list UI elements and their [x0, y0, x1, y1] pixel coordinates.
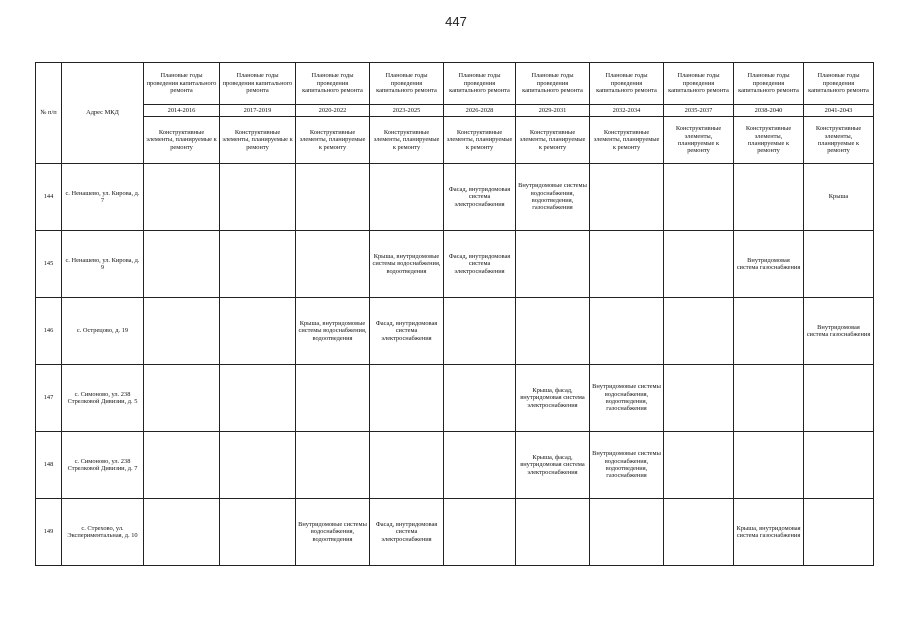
repair-cell [664, 298, 734, 365]
repair-cell [144, 432, 220, 499]
period-header: 2035-2037 [664, 105, 734, 117]
elements-header: Конструктивные элементы, планируемые к ремонту [734, 117, 804, 164]
repair-cell: Фасад, внутридомовая система электроснабжения [444, 231, 516, 298]
period-header: 2029-2031 [516, 105, 590, 117]
planned-years-header: Плановые годы проведения капитального ремонта [734, 63, 804, 105]
repair-schedule-table [35, 62, 874, 566]
repair-cell: Внутридомовые системы водоснабжения, водоотведения [296, 499, 370, 566]
table-row [36, 298, 874, 365]
address-cell: с. Ненашево, ул. Кирова, д. 7 [62, 164, 144, 231]
planned-years-header: Плановые годы проведения капитального ремонта [444, 63, 516, 105]
repair-cell: Крыша, внутридомовые системы водоснабжения, водоотведения [296, 298, 370, 365]
repair-cell [516, 298, 590, 365]
header-row-titles [36, 63, 874, 105]
planned-years-header: Плановые годы проведения капитального ремонта [220, 63, 296, 105]
repair-cell [516, 499, 590, 566]
elements-header: Конструктивные элементы, планируемые к ремонту [144, 117, 220, 164]
row-number-header: № п/п [36, 63, 62, 164]
repair-cell: Внутридомовая система газоснабжения [734, 231, 804, 298]
repair-cell [144, 298, 220, 365]
page-number: 447 [445, 14, 467, 29]
repair-cell: Крыша, фасад, внутридомовая система электроснабжения [516, 365, 590, 432]
period-header: 2032-2034 [590, 105, 664, 117]
repair-cell [444, 432, 516, 499]
repair-cell [144, 231, 220, 298]
repair-cell: Крыша, внутридомовые системы водоснабжения, водоотведения [370, 231, 444, 298]
repair-cell: Внутридомовые системы водоснабжения, водоотведения, газоснабжения [516, 164, 590, 231]
address-cell: с. Стрехово, ул. Экспериментальная, д. 10 [62, 499, 144, 566]
repair-cell [370, 432, 444, 499]
repair-cell: Фасад, внутридомовая система электроснабжения [370, 298, 444, 365]
repair-cell [590, 298, 664, 365]
header-row-elements [36, 117, 874, 164]
elements-header: Конструктивные элементы, планируемые к ремонту [664, 117, 734, 164]
address-cell: с. Острецово, д. 19 [62, 298, 144, 365]
planned-years-header: Плановые годы проведения капитального ремонта [144, 63, 220, 105]
repair-cell: Внутридомовые системы водоснабжения, водоотведения, газоснабжения [590, 432, 664, 499]
elements-header: Конструктивные элементы, планируемые к ремонту [444, 117, 516, 164]
planned-years-header: Плановые годы проведения капитального ремонта [296, 63, 370, 105]
row-number: 145 [36, 231, 62, 298]
repair-cell [804, 499, 874, 566]
repair-cell [296, 432, 370, 499]
repair-cell [590, 499, 664, 566]
repair-cell: Крыша, внутридомовая система газоснабжения [734, 499, 804, 566]
repair-cell [296, 365, 370, 432]
elements-header: Конструктивные элементы, планируемые к ремонту [220, 117, 296, 164]
elements-header: Конструктивные элементы, планируемые к ремонту [296, 117, 370, 164]
table-row [36, 499, 874, 566]
planned-years-header: Плановые годы проведения капитального ремонта [516, 63, 590, 105]
repair-cell [144, 365, 220, 432]
address-cell: с. Симоново, ул. 238 Стрелковой Дивизии, д. 5 [62, 365, 144, 432]
repair-cell: Внутридомовая система газоснабжения [804, 298, 874, 365]
repair-cell [664, 231, 734, 298]
repair-cell [734, 365, 804, 432]
period-header: 2020-2022 [296, 105, 370, 117]
table-row [36, 231, 874, 298]
table-row [36, 164, 874, 231]
period-header: 2041-2043 [804, 105, 874, 117]
address-cell: с. Ненашево, ул. Кирова, д. 9 [62, 231, 144, 298]
repair-cell: Фасад, внутридомовая система электроснабжения [444, 164, 516, 231]
planned-years-header: Плановые годы проведения капитального ремонта [370, 63, 444, 105]
repair-cell [590, 164, 664, 231]
elements-header: Конструктивные элементы, планируемые к ремонту [516, 117, 590, 164]
period-header: 2023-2025 [370, 105, 444, 117]
elements-header: Конструктивные элементы, планируемые к ремонту [370, 117, 444, 164]
period-header: 2038-2040 [734, 105, 804, 117]
row-number: 148 [36, 432, 62, 499]
repair-cell [220, 298, 296, 365]
repair-cell [220, 432, 296, 499]
repair-cell [734, 432, 804, 499]
repair-cell [734, 298, 804, 365]
period-header: 2014-2016 [144, 105, 220, 117]
repair-cell [444, 499, 516, 566]
repair-cell [296, 231, 370, 298]
repair-cell [144, 499, 220, 566]
period-header: 2026-2028 [444, 105, 516, 117]
repair-cell [664, 365, 734, 432]
table-row [36, 365, 874, 432]
repair-cell [590, 231, 664, 298]
elements-header: Конструктивные элементы, планируемые к ремонту [590, 117, 664, 164]
repair-cell [296, 164, 370, 231]
repair-cell [220, 499, 296, 566]
repair-cell: Крыша, фасад, внутридомовая система электроснабжения [516, 432, 590, 499]
elements-header: Конструктивные элементы, планируемые к ремонту [804, 117, 874, 164]
repair-cell [220, 365, 296, 432]
repair-cell [664, 164, 734, 231]
table-row [36, 432, 874, 499]
repair-cell [370, 164, 444, 231]
row-number: 149 [36, 499, 62, 566]
repair-cell [220, 231, 296, 298]
row-number: 144 [36, 164, 62, 231]
repair-cell: Фасад, внутридомовая система электроснабжения [370, 499, 444, 566]
repair-cell [220, 164, 296, 231]
repair-cell: Крыша [804, 164, 874, 231]
repair-cell [804, 231, 874, 298]
planned-years-header: Плановые годы проведения капитального ремонта [804, 63, 874, 105]
repair-cell [370, 365, 444, 432]
planned-years-header: Плановые годы проведения капитального ремонта [664, 63, 734, 105]
repair-cell [664, 499, 734, 566]
repair-cell [444, 298, 516, 365]
repair-cell [144, 164, 220, 231]
planned-years-header: Плановые годы проведения капитального ремонта [590, 63, 664, 105]
repair-cell [664, 432, 734, 499]
repair-cell [804, 432, 874, 499]
period-header: 2017-2019 [220, 105, 296, 117]
repair-cell [734, 164, 804, 231]
repair-cell [516, 231, 590, 298]
row-number: 147 [36, 365, 62, 432]
header-row-periods [36, 105, 874, 117]
row-number: 146 [36, 298, 62, 365]
address-header: Адрес МКД [62, 63, 144, 164]
repair-cell [444, 365, 516, 432]
address-cell: с. Симоново, ул. 238 Стрелковой Дивизии, д. 7 [62, 432, 144, 499]
repair-cell [804, 365, 874, 432]
repair-cell: Внутридомовые системы водоснабжения, водоотведения, газоснабжения [590, 365, 664, 432]
